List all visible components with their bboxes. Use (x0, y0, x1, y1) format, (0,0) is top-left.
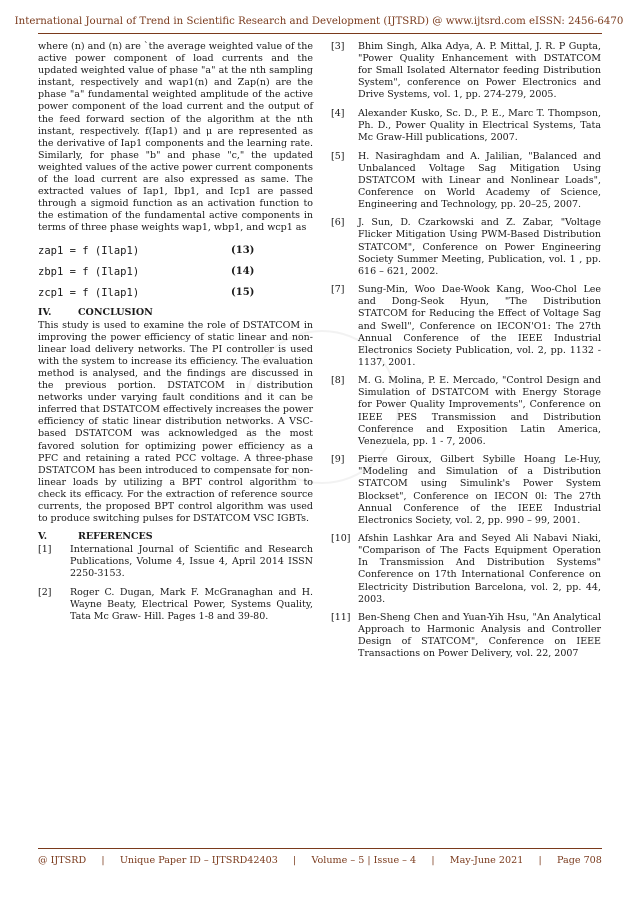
reference-item (38, 587, 313, 623)
equation-13 (38, 241, 313, 262)
equation-expression: zbp1 = f (Ilap1) (38, 265, 140, 278)
reference-number: [9] (331, 454, 345, 466)
footer-paper-id: Unique Paper ID – IJTSRD42403 (119, 855, 278, 866)
equation-15 (38, 283, 313, 304)
reference-number: [5] (331, 150, 345, 162)
reference-number: [11] (331, 612, 351, 624)
reference-item (331, 108, 601, 144)
reference-text: M. G. Molina, P. E. Mercado, "Control Design and Simulation of DSTATCOM with Energy Storage for Power Quality Improvements", Conference on IEEE PES Transmission and Distribution Conference and Exposition Latin America, Venezuela, pp. 1 - 7, 2006. (358, 375, 601, 447)
reference-text: International Journal of Scientific and Research Publications, Volume 4, Issue 4, April 2014 ISSN 2250-3153. (70, 544, 313, 580)
header-divider (38, 33, 602, 34)
journal-header: International Journal of Trend in Scientific Research and Development (IJTSRD) @ www.ijtsrd.com eISSN: 2456-6470 (14, 16, 624, 27)
footer-separator: | (293, 855, 297, 866)
reference-number: [10] (331, 533, 351, 545)
reference-text: Bhim Singh, Alka Adya, A. P. Mittal, J. R. P Gupta, "Power Quality Enhancement with DSTATCOM for Small Isolated Alternator feeding Distribution System", conference on Power Electronics and Drive Systems, vol. 1, pp. 274-279, 2005. (358, 41, 601, 101)
right-column (331, 41, 601, 667)
footer-separator: | (538, 855, 542, 866)
reference-item (331, 41, 601, 101)
reference-item (38, 544, 313, 580)
reference-text: Alexander Kusko, Sc. D., P. E., Marc T. Thompson, Ph. D., Power Quality in Electrical Systems, Tata Mc Graw-Hill publications, 2007. (358, 107, 601, 144)
reference-text: Sung-Min, Woo Dae-Wook Kang, Woo-Chol Lee and Dong-Seok Hyun, "The Distribution STATCOM for Reducing the Effect of Voltage Sag and Swell", Conference on IECON'O1: The 27th Annual Conference of the IEEE Industrial Electronics Society Publication, vol. 2, pp. 1132 - 1137, 2001. (358, 284, 601, 368)
footer-volume: Volume – 5 | Issue – 4 (311, 855, 417, 866)
footer-separator: | (431, 855, 435, 866)
equation-number: (15) (231, 286, 255, 298)
equation-number: (13) (231, 244, 255, 256)
section-title: REFERENCES (78, 531, 153, 543)
page-footer (38, 855, 602, 866)
equation-expression: zcp1 = f (Ilap1) (38, 286, 140, 299)
section-number: IV. (38, 306, 52, 318)
reference-number: [8] (331, 375, 345, 387)
reference-number: [4] (331, 107, 345, 119)
reference-text: Roger C. Dugan, Mark F. McGranaghan and H. Wayne Beaty, Electrical Power, Systems Quality, Tata Mc Graw- Hill. Pages 1-8 and 39-80. (70, 586, 313, 622)
section-number: V. (38, 531, 48, 543)
footer-date: May-June 2021 (449, 855, 524, 866)
reference-item (331, 284, 601, 369)
section-heading-conclusion (38, 307, 313, 319)
reference-text: Pierre Giroux, Gilbert Sybille Hoang Le-Huy, "Modeling and Simulation of a Distribution STATCOM using Simulink's Power System Blockset", Conference on IECON 0l: The 27th Annual Conference of the IEEE Industrial Electronics Society, vol. 2, pp. 990 – 99, 2001. (358, 454, 601, 526)
reference-number: [1] (38, 544, 52, 556)
footer-separator: | (101, 855, 105, 866)
reference-item (331, 454, 601, 527)
footer-brand: @ IJTSRD (38, 855, 87, 866)
reference-text: Afshin Lashkar Ara and Seyed Ali Nabavi Niaki, "Comparison of The Facts Equipment Operation In Transmission And Distribution Systems" Conference on 17th International Conference on Electricity Distribution Barcelona, vol. 2, pp. 44, 2003. (358, 533, 601, 605)
reference-text: H. Nasiraghdam and A. Jalilian, "Balanced and Unbalanced Voltage Sag Mitigation Using DSTATCOM with Linear and Nonlinear Loads", Conference on World Academy of Science, Engineering and Technology, pp. 20–25, 2007. (358, 150, 601, 210)
left-column (38, 41, 313, 629)
reference-text: J. Sun, D. Czarkowski and Z. Zabar, "Voltage Flicker Mitigation Using PWM-Based Distribution STATCOM", Conference on Power Engineering Society Summer Meeting, Publication, vol. 1 , pp. 616 – 621, 2002. (358, 217, 601, 277)
reference-number: [7] (331, 284, 345, 296)
reference-item (331, 217, 601, 277)
equation-block (38, 241, 313, 304)
footer-page-number: Page 708 (556, 855, 602, 866)
reference-text: Ben-Sheng Chen and Yuan-Yih Hsu, "An Analytical Approach to Harmonic Analysis and Controller Design of STATCOM", Conference on IEEE Transactions on Power Delivery, vol. 22, 2007 (358, 612, 601, 660)
footer-divider (38, 848, 602, 849)
conclusion-paragraph: This study is used to examine the role of DSTATCOM in improving the power efficiency of static linear and non-linear load delivery networks. The PI controller is used with the system to increase its efficiency. The evaluation method is analysed, and the findings are discussed in the previous portion. DSTATCOM in distribution networks under varying fault conditions and it can be inferred that DSTATCOM effectively increases the power efficiency of static linear distribution networks. A VSC-based DSTATCOM was acknowledged as the most favored solution for optimizing power efficiency as a PFC and retaining a rated PCC voltage. A three-phase DSTATCOM has been introduced to compensate for non-linear loads by utilizing a BPT control algorithm to check its efficacy. For the extraction of reference source currents, the proposed BPT control algorithm was used to produce switching pulses for DSTATCOM VSC IGBTs. (38, 319, 313, 525)
equation-number: (14) (231, 265, 255, 277)
intro-paragraph: where (n) and (n) are `the average weighted value of the active power component of load currents and the updated weighted value of phase "a" at the nth sampling instant, respectively and wap1(n) and Zap(n) are the phase "a" fundamental weighted amplitude of the active power component of the load current and the output of the feed forward section of the algorithm at the nth instant, respectively. f(Iap1) and μ are represented as the derivative of Iap1 components and the learning rate. Similarly, for phase "b" and phase "c," the updated weighted values of the active power current components of the load current are also expressed as same. The extracted values of Iap1, Ibp1, and Icp1 are passed through a sigmoid function as an activation function to the estimation of the fundamental active components in terms of three phase weights wap1, wbp1, and wcp1 as (38, 41, 313, 234)
reference-number: [2] (38, 586, 52, 598)
reference-number: [6] (331, 217, 345, 229)
reference-item (331, 375, 601, 448)
equation-14 (38, 262, 313, 283)
reference-item (331, 612, 601, 660)
equation-expression: zap1 = f (Ilap1) (38, 244, 140, 257)
section-title: CONCLUSION (78, 306, 153, 318)
reference-number: [3] (331, 41, 345, 52)
reference-item (331, 151, 601, 211)
reference-item (331, 533, 601, 606)
section-heading-references (38, 531, 313, 543)
